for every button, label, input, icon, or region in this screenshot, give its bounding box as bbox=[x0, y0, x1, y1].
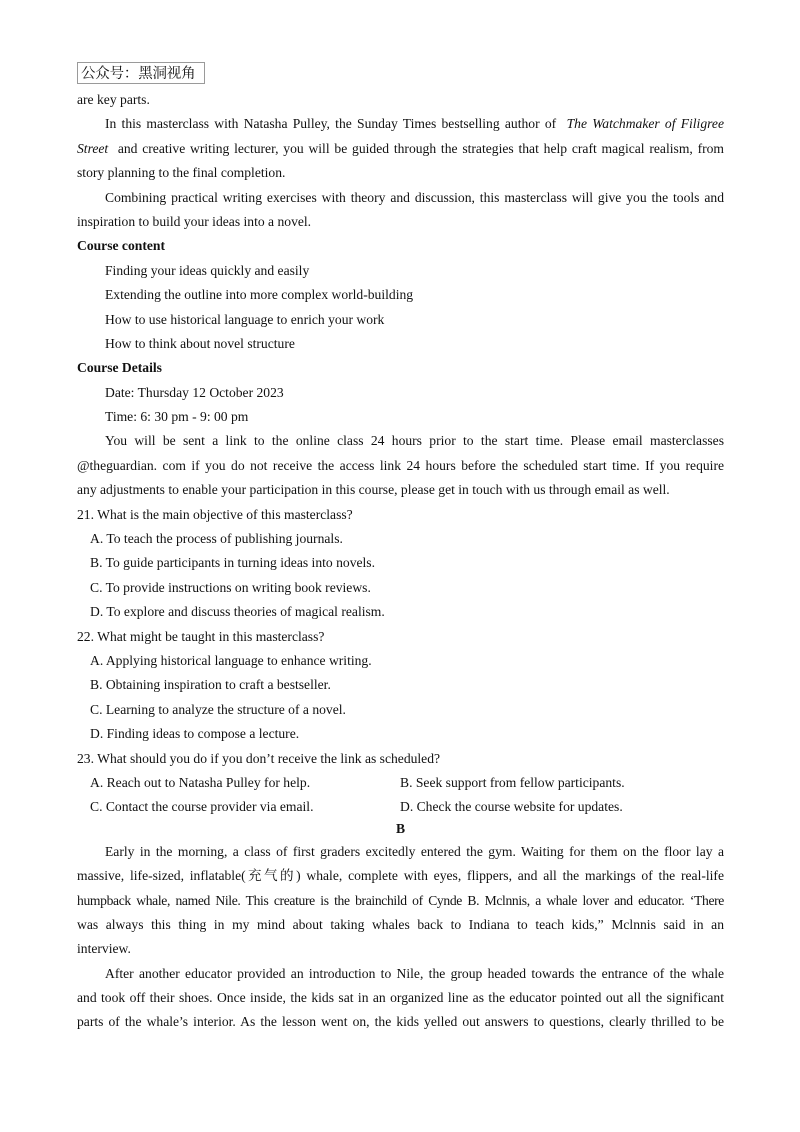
answer-option: D. Check the course website for updates. bbox=[400, 799, 623, 815]
paragraph-line: humpback whale, named Nile. This creature is the brainchild of Cynde B. Mclnnis, a whale lover and educator. ‘There bbox=[77, 892, 724, 908]
question-stem: 21. What is the main objective of this masterclass? bbox=[77, 506, 353, 522]
paragraph-line: and took off their shoes. Once inside, the kids sat in an organized line as the educator pointed out all the significant bbox=[77, 990, 724, 1006]
detail-time: Time: 6: 30 pm - 9: 00 pm bbox=[105, 409, 249, 425]
section-heading: Course Details bbox=[77, 360, 162, 376]
answer-option: D. Finding ideas to compose a lecture. bbox=[90, 726, 300, 742]
answer-option: B. Seek support from fellow participants. bbox=[400, 774, 625, 790]
paragraph-line: parts of the whale’s interior. As the lesson went on, the kids yelled out answers to questions, clearly thrilled to be bbox=[77, 1014, 724, 1030]
answer-option: B. Obtaining inspiration to craft a bestseller. bbox=[90, 677, 331, 693]
page-content bbox=[77, 88, 724, 1035]
paragraph-line: In this masterclass with Natasha Pulley, the Sunday Times bestselling author of The Watchmaker of Filigree bbox=[105, 116, 724, 132]
paragraph-line: inspiration to build your ideas into a novel. bbox=[77, 213, 312, 229]
list-item: Extending the outline into more complex world-building bbox=[105, 287, 414, 303]
paragraph-line: After another educator provided an introduction to Nile, the group headed towards the entrance of the whale bbox=[105, 965, 724, 981]
answer-option: A. Applying historical language to enhance writing. bbox=[90, 652, 372, 668]
passage-heading: B bbox=[395, 820, 406, 836]
answer-option-row bbox=[77, 795, 724, 819]
paragraph-line: was always this thing in my mind about taking whales back to Indiana to teach kids,” Mclnnis said in an bbox=[77, 916, 724, 932]
book-title: The Watchmaker of Filigree bbox=[566, 116, 724, 132]
answer-option: B. To guide participants in turning ideas into novels. bbox=[90, 555, 375, 571]
paragraph-line: You will be sent a link to the online class 24 hours prior to the start time. Please email masterclasses bbox=[105, 433, 724, 449]
book-title: Street bbox=[77, 140, 109, 156]
paragraph-line: @theguardian. com if you do not receive the access link 24 hours before the scheduled start time. If you require bbox=[77, 457, 724, 473]
paragraph-line: story planning to the final completion. bbox=[77, 165, 286, 181]
list-item: Finding your ideas quickly and easily bbox=[105, 262, 310, 278]
answer-option: D. To explore and discuss theories of magical realism. bbox=[90, 604, 385, 620]
question-stem: 22. What might be taught in this masterclass? bbox=[77, 628, 325, 644]
answer-option: A. To teach the process of publishing journals. bbox=[90, 531, 343, 547]
section-heading: Course content bbox=[77, 238, 165, 254]
carry-over-line: are key parts. bbox=[77, 92, 150, 107]
paragraph-line: interview. bbox=[77, 941, 131, 957]
answer-option: A. Reach out to Natasha Pulley for help. bbox=[90, 774, 311, 790]
answer-option: C. Learning to analyze the structure of a novel. bbox=[90, 701, 346, 717]
watermark-stamp: 公众号：黑洞视角 bbox=[77, 62, 205, 84]
answer-option: C. To provide instructions on writing book reviews. bbox=[90, 579, 371, 595]
paragraph-line: massive, life-sized, inflatable(充气的) whale, complete with eyes, flippers, and all the markings of the real-life bbox=[77, 868, 724, 884]
paragraph-line: Street and creative writing lecturer, you will be guided through the strategies that help craft magical realism, from bbox=[77, 140, 724, 156]
detail-date: Date: Thursday 12 October 2023 bbox=[105, 384, 284, 400]
answer-option: C. Contact the course provider via email. bbox=[90, 799, 314, 815]
question-stem: 23. What should you do if you don’t receive the link as scheduled? bbox=[77, 750, 441, 766]
list-item: How to use historical language to enrich your work bbox=[105, 311, 385, 327]
paragraph-line: Combining practical writing exercises with theory and discussion, this masterclass will give you the tools and bbox=[105, 189, 724, 205]
answer-option-row bbox=[77, 771, 724, 795]
list-item: How to think about novel structure bbox=[105, 335, 295, 351]
paragraph-line: any adjustments to enable your participation in this course, please get in touch with us through email as well. bbox=[77, 482, 670, 498]
paragraph-line: Early in the morning, a class of first graders excitedly entered the gym. Waiting for them on the floor lay a bbox=[105, 843, 724, 859]
